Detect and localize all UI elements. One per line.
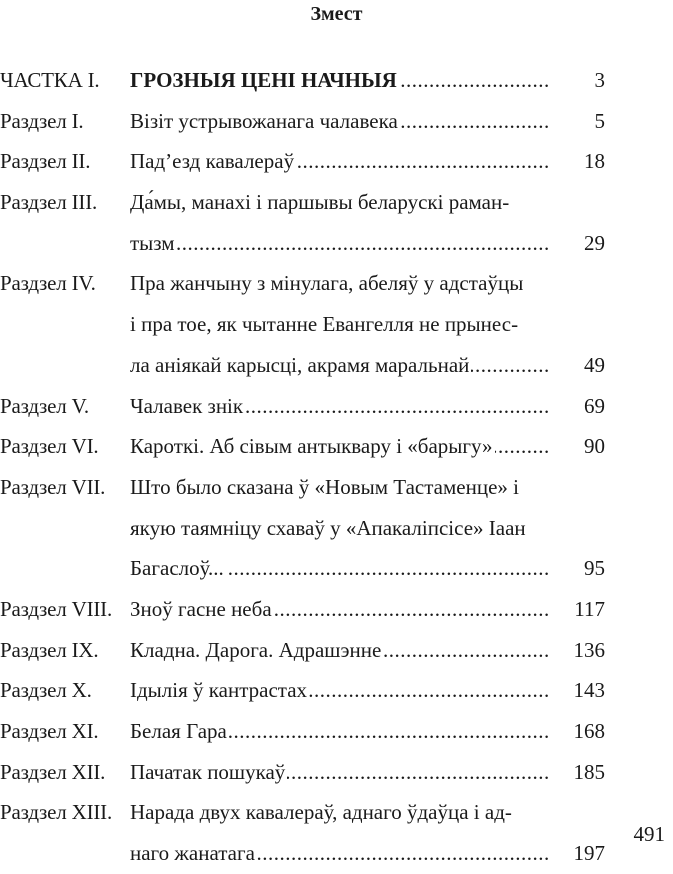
toc-entry-label: Раздзел VI.: [0, 434, 99, 459]
toc-entry: [0, 467, 673, 589]
toc-entry-title-line: Нарада двух кавалераў, аднаго ўдаўца і ад-: [130, 800, 512, 825]
toc-entry-label: Раздзел ХІІ.: [0, 759, 106, 784]
toc-entry-label: Раздзел ХІІІ.: [0, 800, 112, 825]
toc-entry-page: 197: [573, 841, 605, 866]
toc-entry-title-line: Зноў гасне неба .....: [130, 589, 550, 630]
toc-entry-label: Раздзел VIII.: [0, 596, 112, 621]
toc-entry: [0, 101, 673, 142]
toc-entry-label: Раздзел І.: [0, 108, 84, 133]
toc-entry-page: 136: [573, 637, 605, 662]
toc-entry: [0, 711, 673, 752]
toc-entry: [0, 60, 673, 101]
toc-entry-page: 90: [584, 434, 605, 459]
toc-entry-label: Раздзел VII.: [0, 474, 106, 499]
toc-entry-title-line: Кладна. Дарога. Адрашэнне .....: [130, 630, 550, 671]
toc-entry-title-line: якую таямніцу схаваў у «Апакаліпсісе» Іаан: [130, 515, 526, 540]
toc-entry-label: Раздзел IV.: [0, 271, 96, 296]
toc-entry-page: 69: [584, 393, 605, 418]
toc-entry-title-line: наго жанатага .....: [130, 833, 550, 874]
toc-entry-title-line: ГРОЗНЫЯ ЦЕНІ НАЧНЫЯ .....: [130, 60, 550, 101]
toc-entry: [0, 752, 673, 793]
toc-entry-label: Раздзел ІІІ.: [0, 190, 98, 215]
toc-entry-label: Раздзел ІХ.: [0, 637, 99, 662]
toc-entry-page: 3: [594, 68, 605, 92]
toc-entry-label: Раздзел Х.: [0, 678, 92, 703]
toc-entry-title-line: Пачатак пошукаў .....: [130, 752, 550, 793]
toc-entry-label: Раздзел V.: [0, 393, 89, 418]
toc-entry-label: ЧАСТКА І.: [0, 68, 100, 92]
toc-entry: [0, 263, 673, 385]
toc-entry-page: 117: [574, 596, 605, 621]
toc-entry: [0, 426, 673, 467]
toc-entry-title-line: Чалавек знік .....: [130, 386, 550, 427]
toc-entry-title-line: тызм .....: [130, 223, 550, 264]
toc-entry: [0, 792, 673, 873]
toc-entry-title-line: Візіт устрывожанага чалавека .....: [130, 101, 550, 142]
toc-entry-title-line: Белая Гара .....: [130, 711, 550, 752]
toc-entry-title-line: Што было сказана ў «Новым Тастаменце» і: [130, 474, 519, 499]
toc-entry: [0, 589, 673, 630]
toc-entry-page: 95: [584, 556, 605, 581]
toc-entry-page: 18: [584, 149, 605, 174]
toc-entry-page: 29: [584, 230, 605, 255]
toc-entry-page: 49: [584, 352, 605, 377]
toc-entry-label: Раздзел ІІ.: [0, 149, 91, 174]
toc-entry: [0, 182, 673, 263]
toc-entry-title-line: ла аніякай карысці, акрамя маральнай .....: [130, 345, 550, 386]
toc-entry-title-line: Пра жанчыну з мінулага, абеляў у адстаўцы: [130, 271, 524, 296]
toc-entry: [0, 386, 673, 427]
toc-entry-title-line: Ідылія ў кантрастах .....: [130, 670, 550, 711]
toc-entry-title-line: Да́мы, манахі і паршывы беларускі раман-: [130, 190, 510, 215]
toc-entry-page: 185: [573, 759, 605, 784]
toc-entry-page: 168: [573, 719, 605, 743]
toc-entry: [0, 141, 673, 182]
toc-entry-title-line: Кароткі. Аб сівым антыквару і «барыгу» .....: [130, 426, 550, 467]
page-title: Змест: [310, 3, 363, 25]
page-number: 491: [633, 822, 665, 846]
toc-entry-page: 143: [573, 678, 605, 703]
toc-entry-title-line: і пра тое, як чытанне Евангелля не прынес-: [130, 312, 519, 337]
toc-entry: [0, 670, 673, 711]
toc-entry-title-line: Пад’езд кавалераў .....: [130, 141, 550, 182]
toc-entry-page: 5: [594, 108, 605, 133]
toc-entry: [0, 630, 673, 671]
toc-entry-label: Раздзел ХІ.: [0, 719, 99, 743]
table-of-contents: [0, 60, 673, 874]
toc-entry-title-line: Багаслоў... .....: [130, 548, 550, 589]
